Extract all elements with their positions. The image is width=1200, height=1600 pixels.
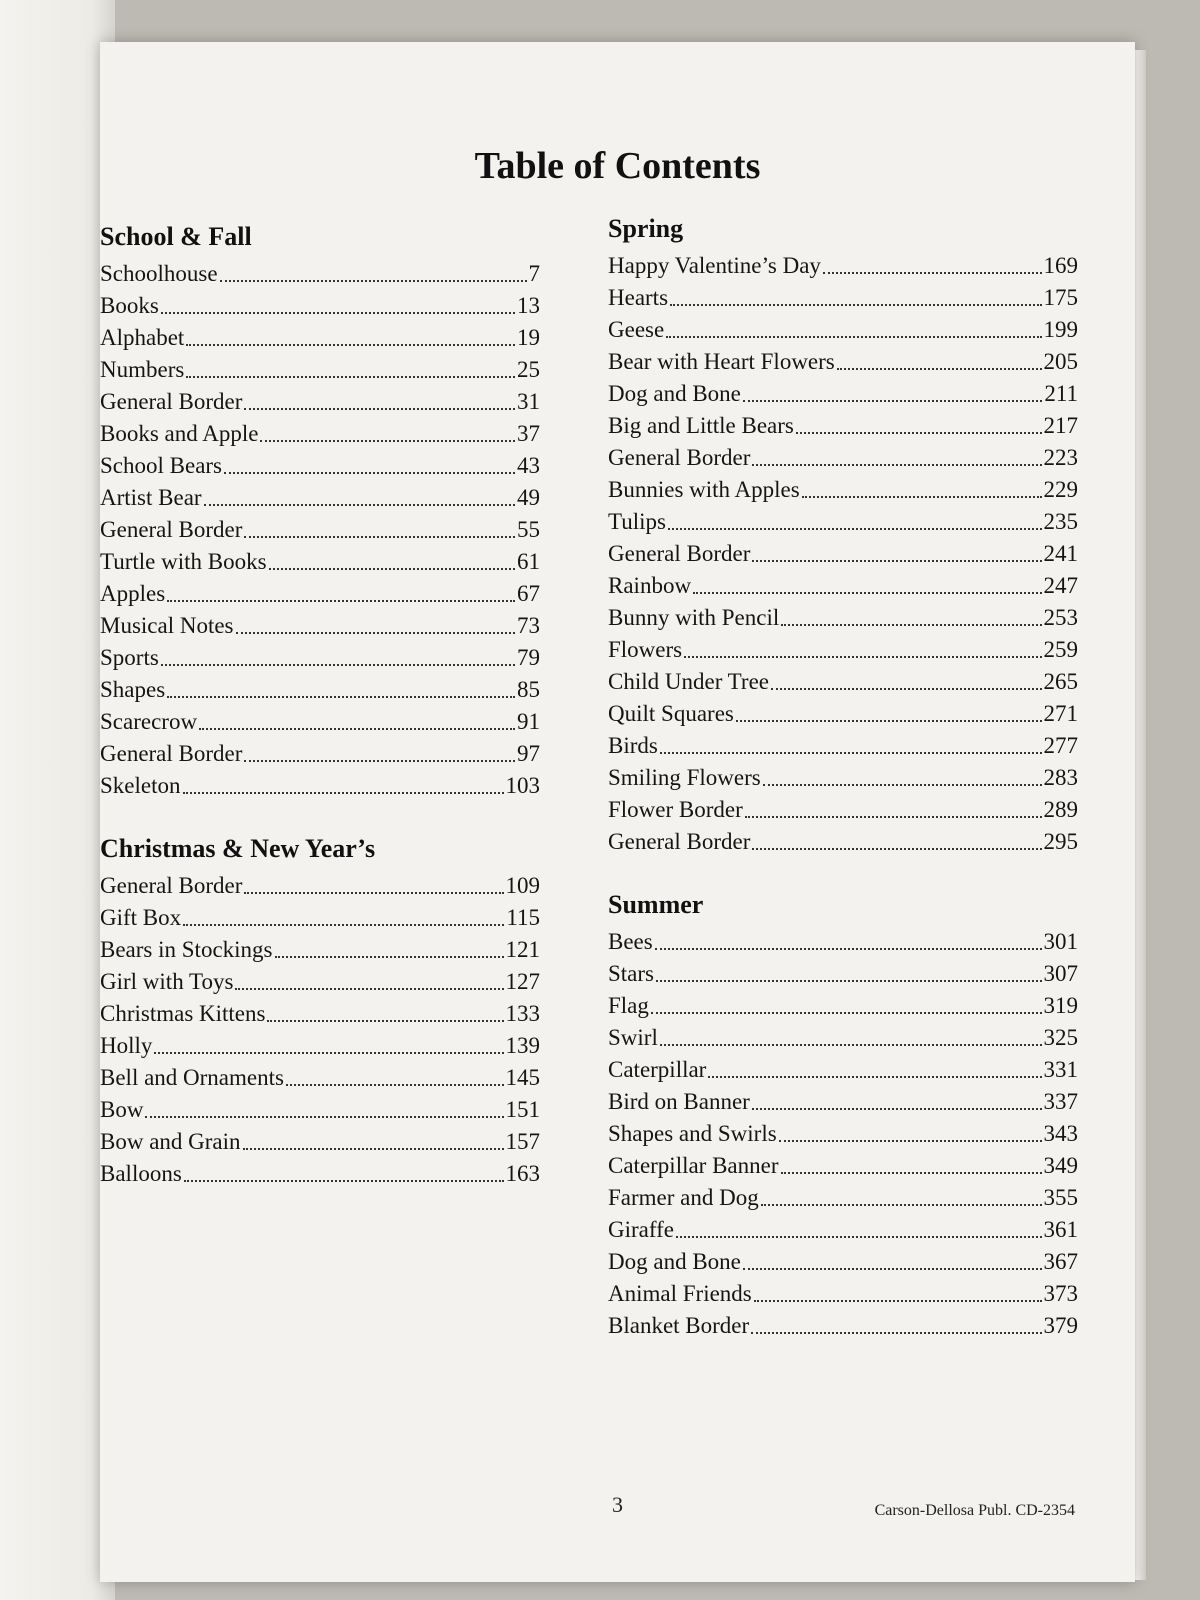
toc-entry-label: Hearts bbox=[608, 285, 669, 310]
dot-leader bbox=[186, 376, 515, 378]
dot-leader bbox=[761, 1204, 1042, 1206]
dot-leader bbox=[796, 432, 1042, 434]
toc-entry-label: Schoolhouse bbox=[100, 261, 218, 286]
toc-entry bbox=[100, 934, 540, 966]
toc-entry bbox=[608, 990, 1078, 1022]
toc-entry-page: 49 bbox=[517, 485, 540, 510]
dot-leader bbox=[154, 1052, 503, 1054]
toc-entry-page: 19 bbox=[517, 325, 540, 350]
toc-entry-label: Dog and Bone bbox=[608, 1249, 741, 1274]
toc-entry-label: Books bbox=[100, 293, 159, 318]
dot-leader bbox=[736, 720, 1042, 722]
toc-entry-label: Animal Friends bbox=[608, 1281, 752, 1306]
toc-entry-page: 109 bbox=[505, 873, 540, 898]
toc-entry bbox=[608, 378, 1078, 410]
toc-section-summer bbox=[608, 890, 1078, 1342]
toc-entry bbox=[608, 1150, 1078, 1182]
toc-entry bbox=[100, 482, 540, 514]
toc-entry bbox=[608, 926, 1078, 958]
toc-entry-label: Bunny with Pencil bbox=[608, 605, 780, 630]
toc-entry-label: Numbers bbox=[100, 357, 185, 382]
toc-entry bbox=[100, 1094, 540, 1126]
toc-entry bbox=[608, 250, 1078, 282]
toc-entry bbox=[608, 570, 1078, 602]
toc-entry-page: 241 bbox=[1043, 541, 1078, 566]
dot-leader bbox=[267, 1020, 503, 1022]
toc-entry bbox=[608, 1054, 1078, 1086]
toc-entry-page: 169 bbox=[1043, 253, 1078, 278]
dot-leader bbox=[676, 1236, 1042, 1238]
toc-entry bbox=[100, 706, 540, 738]
toc-entry-label: Giraffe bbox=[608, 1217, 674, 1242]
toc-entry bbox=[100, 578, 540, 610]
toc-entry-label: Birds bbox=[608, 733, 658, 758]
toc-entry-label: Flowers bbox=[608, 637, 683, 662]
toc-entry-page: 247 bbox=[1043, 573, 1078, 598]
dot-leader bbox=[668, 528, 1042, 530]
dot-leader bbox=[161, 312, 515, 314]
section-title: School & Fall bbox=[100, 222, 252, 251]
dot-leader bbox=[204, 504, 515, 506]
toc-entry-page: 337 bbox=[1043, 1089, 1078, 1114]
dot-leader bbox=[684, 656, 1041, 658]
toc-entry-label: Child Under Tree bbox=[608, 669, 769, 694]
toc-entry-label: Bunnies with Apples bbox=[608, 477, 800, 502]
dot-leader bbox=[199, 728, 515, 730]
toc-entry-label: Musical Notes bbox=[100, 613, 234, 638]
dot-leader bbox=[745, 816, 1042, 818]
toc-entry bbox=[100, 610, 540, 642]
toc-entry-label: Flower Border bbox=[608, 797, 743, 822]
entry-list bbox=[100, 870, 540, 1190]
toc-entry-page: 217 bbox=[1043, 413, 1078, 438]
dot-leader bbox=[802, 496, 1042, 498]
publisher-credit: Carson-Dellosa Publ. CD-2354 bbox=[874, 1502, 1075, 1519]
toc-entry-label: Rainbow bbox=[608, 573, 692, 598]
toc-entry bbox=[608, 1022, 1078, 1054]
dot-leader bbox=[244, 536, 515, 538]
toc-entry-page: 235 bbox=[1043, 509, 1078, 534]
toc-entry bbox=[608, 474, 1078, 506]
dot-leader bbox=[751, 1332, 1041, 1334]
toc-entry bbox=[608, 698, 1078, 730]
toc-entry-page: 265 bbox=[1043, 669, 1078, 694]
toc-entry bbox=[608, 666, 1078, 698]
toc-entry-label: Farmer and Dog bbox=[608, 1185, 759, 1210]
toc-section-christmas bbox=[100, 834, 540, 1190]
toc-entry bbox=[608, 826, 1078, 858]
toc-entry-label: Quilt Squares bbox=[608, 701, 734, 726]
toc-entry-page: 127 bbox=[505, 969, 540, 994]
toc-entry-label: Bees bbox=[608, 929, 653, 954]
entry-list bbox=[100, 258, 540, 802]
toc-entry-page: 79 bbox=[517, 645, 540, 670]
toc-entry-label: Girl with Toys bbox=[100, 969, 234, 994]
dot-leader bbox=[167, 600, 515, 602]
toc-entry-label: Stars bbox=[608, 961, 654, 986]
toc-entry-page: 325 bbox=[1043, 1025, 1078, 1050]
toc-entry-label: Swirl bbox=[608, 1025, 658, 1050]
dot-leader bbox=[763, 784, 1042, 786]
toc-entry bbox=[100, 1062, 540, 1094]
toc-entry-page: 97 bbox=[517, 741, 540, 766]
toc-entry bbox=[100, 998, 540, 1030]
toc-entry-label: Bears in Stockings bbox=[100, 937, 273, 962]
dot-leader bbox=[161, 664, 515, 666]
dot-leader bbox=[236, 632, 515, 634]
toc-entry-label: Artist Bear bbox=[100, 485, 202, 510]
toc-entry-page: 373 bbox=[1043, 1281, 1078, 1306]
toc-entry bbox=[608, 1182, 1078, 1214]
facing-page bbox=[0, 0, 115, 1600]
toc-entry-label: Geese bbox=[608, 317, 665, 342]
toc-entry bbox=[608, 1118, 1078, 1150]
dot-leader bbox=[708, 1076, 1041, 1078]
dot-leader bbox=[235, 988, 503, 990]
toc-entry-page: 145 bbox=[505, 1065, 540, 1090]
toc-entry bbox=[100, 290, 540, 322]
toc-entry bbox=[100, 770, 540, 802]
dot-leader bbox=[244, 408, 515, 410]
entry-list bbox=[608, 926, 1078, 1342]
toc-entry-page: 91 bbox=[517, 709, 540, 734]
toc-entry-page: 253 bbox=[1043, 605, 1078, 630]
toc-entry-label: Bird on Banner bbox=[608, 1089, 750, 1114]
toc-entry-label: Books and Apple bbox=[100, 421, 259, 446]
dot-leader bbox=[670, 304, 1041, 306]
toc-entry-page: 157 bbox=[505, 1129, 540, 1154]
toc-entry-page: 295 bbox=[1043, 829, 1078, 854]
toc-entry bbox=[100, 322, 540, 354]
toc-entry-label: Happy Valentine’s Day bbox=[608, 253, 821, 278]
dot-leader bbox=[743, 400, 1042, 402]
dot-leader bbox=[693, 592, 1041, 594]
toc-entry-label: Shapes bbox=[100, 677, 166, 702]
toc-entry bbox=[608, 1278, 1078, 1310]
toc-entry-label: Bear with Heart Flowers bbox=[608, 349, 835, 374]
toc-entry-page: 343 bbox=[1043, 1121, 1078, 1146]
toc-entry-page: 121 bbox=[505, 937, 540, 962]
dot-leader bbox=[243, 1148, 504, 1150]
toc-entry-page: 13 bbox=[517, 293, 540, 318]
toc-entry-page: 31 bbox=[517, 389, 540, 414]
toc-entry-page: 55 bbox=[517, 517, 540, 542]
toc-entry bbox=[100, 966, 540, 998]
dot-leader bbox=[220, 280, 527, 282]
toc-column-left bbox=[100, 222, 540, 1222]
page-number: 3 bbox=[612, 1492, 623, 1517]
toc-entry-page: 229 bbox=[1043, 477, 1078, 502]
toc-entry-label: Bow and Grain bbox=[100, 1129, 241, 1154]
toc-entry bbox=[100, 386, 540, 418]
toc-entry-label: Big and Little Bears bbox=[608, 413, 794, 438]
toc-entry bbox=[608, 538, 1078, 570]
toc-entry-page: 361 bbox=[1043, 1217, 1078, 1242]
toc-entry-label: Turtle with Books bbox=[100, 549, 267, 574]
toc-entry bbox=[100, 642, 540, 674]
toc-entry bbox=[608, 314, 1078, 346]
dot-leader bbox=[837, 368, 1042, 370]
dot-leader bbox=[286, 1084, 504, 1086]
toc-entry bbox=[100, 1030, 540, 1062]
dot-leader bbox=[771, 688, 1042, 690]
toc-entry-page: 151 bbox=[505, 1097, 540, 1122]
toc-entry-label: Caterpillar bbox=[608, 1057, 707, 1082]
toc-entry-page: 139 bbox=[505, 1033, 540, 1058]
toc-entry bbox=[100, 738, 540, 770]
toc-entry-page: 67 bbox=[517, 581, 540, 606]
dot-leader bbox=[781, 624, 1041, 626]
toc-entry-page: 223 bbox=[1043, 445, 1078, 470]
dot-leader bbox=[224, 472, 515, 474]
toc-entry-label: Sports bbox=[100, 645, 159, 670]
dot-leader bbox=[752, 848, 1041, 850]
toc-entry-page: 331 bbox=[1043, 1057, 1078, 1082]
toc-entry bbox=[608, 794, 1078, 826]
toc-entry-label: Tulips bbox=[608, 509, 666, 534]
toc-entry bbox=[100, 1126, 540, 1158]
book-page bbox=[100, 42, 1135, 1582]
dot-leader bbox=[752, 1108, 1042, 1110]
toc-entry-label: Blanket Border bbox=[608, 1313, 750, 1338]
toc-entry-label: Apples bbox=[100, 581, 166, 606]
toc-entry-label: General Border bbox=[608, 829, 751, 854]
toc-entry-page: 277 bbox=[1043, 733, 1078, 758]
section-title: Summer bbox=[608, 890, 704, 919]
toc-entry-label: Smiling Flowers bbox=[608, 765, 761, 790]
dot-leader bbox=[655, 948, 1042, 950]
toc-entry-page: 103 bbox=[505, 773, 540, 798]
toc-entry-page: 37 bbox=[517, 421, 540, 446]
toc-entry bbox=[608, 1214, 1078, 1246]
toc-entry-page: 175 bbox=[1043, 285, 1078, 310]
toc-entry bbox=[100, 258, 540, 290]
toc-entry bbox=[608, 1086, 1078, 1118]
toc-entry bbox=[608, 346, 1078, 378]
toc-entry-label: General Border bbox=[100, 517, 243, 542]
toc-entry-label: Bell and Ornaments bbox=[100, 1065, 284, 1090]
toc-section-spring bbox=[608, 214, 1078, 858]
toc-entry-label: Balloons bbox=[100, 1161, 182, 1186]
toc-entry-label: Christmas Kittens bbox=[100, 1001, 266, 1026]
dot-leader bbox=[184, 1180, 504, 1182]
toc-entry-page: 355 bbox=[1043, 1185, 1078, 1210]
toc-entry bbox=[608, 602, 1078, 634]
toc-entry-label: Holly bbox=[100, 1033, 153, 1058]
toc-entry-page: 211 bbox=[1044, 381, 1078, 406]
toc-section-school-fall bbox=[100, 222, 540, 802]
toc-entry-page: 301 bbox=[1043, 929, 1078, 954]
toc-entry-label: Flag bbox=[608, 993, 649, 1018]
dot-leader bbox=[754, 1300, 1042, 1302]
toc-entry-page: 25 bbox=[517, 357, 540, 382]
toc-entry-page: 367 bbox=[1043, 1249, 1078, 1274]
toc-entry-page: 85 bbox=[517, 677, 540, 702]
toc-entry-label: Dog and Bone bbox=[608, 381, 741, 406]
toc-column-right bbox=[608, 214, 1078, 1374]
dot-leader bbox=[656, 980, 1042, 982]
toc-entry bbox=[608, 762, 1078, 794]
dot-leader bbox=[269, 568, 515, 570]
toc-entry bbox=[100, 418, 540, 450]
dot-leader bbox=[183, 792, 504, 794]
toc-entry bbox=[100, 450, 540, 482]
toc-entry-page: 73 bbox=[517, 613, 540, 638]
toc-entry-page: 319 bbox=[1043, 993, 1078, 1018]
toc-entry bbox=[100, 546, 540, 578]
toc-entry-page: 205 bbox=[1043, 349, 1078, 374]
dot-leader bbox=[244, 892, 503, 894]
toc-entry bbox=[100, 870, 540, 902]
toc-entry-label: General Border bbox=[100, 389, 243, 414]
toc-entry-page: 349 bbox=[1043, 1153, 1078, 1178]
dot-leader bbox=[666, 336, 1041, 338]
toc-entry bbox=[608, 442, 1078, 474]
section-title: Spring bbox=[608, 214, 684, 243]
toc-entry-page: 7 bbox=[528, 261, 540, 286]
toc-entry-label: Gift Box bbox=[100, 905, 182, 930]
dot-leader bbox=[752, 560, 1041, 562]
toc-entry-label: Scarecrow bbox=[100, 709, 198, 734]
dot-leader bbox=[651, 1012, 1042, 1014]
toc-entry-label: Alphabet bbox=[100, 325, 185, 350]
dot-leader bbox=[186, 344, 515, 346]
toc-entry-label: General Border bbox=[608, 541, 751, 566]
section-title: Christmas & New Year’s bbox=[100, 834, 376, 863]
dot-leader bbox=[660, 752, 1042, 754]
toc-entry bbox=[608, 730, 1078, 762]
dot-leader bbox=[660, 1044, 1042, 1046]
dot-leader bbox=[275, 956, 504, 958]
toc-entry-label: Caterpillar Banner bbox=[608, 1153, 779, 1178]
toc-entry bbox=[608, 958, 1078, 990]
toc-entry bbox=[100, 902, 540, 934]
toc-entry-page: 61 bbox=[517, 549, 540, 574]
dot-leader bbox=[145, 1116, 503, 1118]
toc-entry bbox=[608, 1246, 1078, 1278]
toc-entry-label: Skeleton bbox=[100, 773, 181, 798]
toc-entry-page: 133 bbox=[505, 1001, 540, 1026]
toc-entry-label: General Border bbox=[100, 873, 243, 898]
dot-leader bbox=[244, 760, 515, 762]
toc-entry bbox=[608, 506, 1078, 538]
toc-entry-page: 307 bbox=[1043, 961, 1078, 986]
toc-entry-label: General Border bbox=[608, 445, 751, 470]
toc-entry-label: Shapes and Swirls bbox=[608, 1121, 777, 1146]
toc-entry bbox=[100, 354, 540, 386]
toc-entry-page: 271 bbox=[1043, 701, 1078, 726]
toc-entry-page: 43 bbox=[517, 453, 540, 478]
dot-leader bbox=[183, 924, 504, 926]
dot-leader bbox=[781, 1172, 1042, 1174]
toc-entry bbox=[100, 674, 540, 706]
toc-entry-page: 199 bbox=[1043, 317, 1078, 342]
toc-entry bbox=[608, 410, 1078, 442]
dot-leader bbox=[823, 272, 1042, 274]
dot-leader bbox=[779, 1140, 1042, 1142]
toc-entry bbox=[608, 634, 1078, 666]
toc-entry bbox=[608, 1310, 1078, 1342]
toc-entry-page: 259 bbox=[1043, 637, 1078, 662]
dot-leader bbox=[260, 440, 515, 442]
toc-entry-page: 115 bbox=[506, 905, 540, 930]
toc-entry-label: Bow bbox=[100, 1097, 144, 1122]
toc-entry-page: 289 bbox=[1043, 797, 1078, 822]
toc-entry bbox=[608, 282, 1078, 314]
entry-list bbox=[608, 250, 1078, 858]
toc-entry-page: 163 bbox=[505, 1161, 540, 1186]
toc-entry bbox=[100, 514, 540, 546]
toc-entry-label: School Bears bbox=[100, 453, 223, 478]
dot-leader bbox=[752, 464, 1041, 466]
dot-leader bbox=[743, 1268, 1042, 1270]
toc-entry bbox=[100, 1158, 540, 1190]
page-title: Table of Contents bbox=[474, 145, 761, 187]
dot-leader bbox=[167, 696, 515, 698]
toc-entry-label: General Border bbox=[100, 741, 243, 766]
toc-entry-page: 379 bbox=[1043, 1313, 1078, 1338]
toc-entry-page: 283 bbox=[1043, 765, 1078, 790]
